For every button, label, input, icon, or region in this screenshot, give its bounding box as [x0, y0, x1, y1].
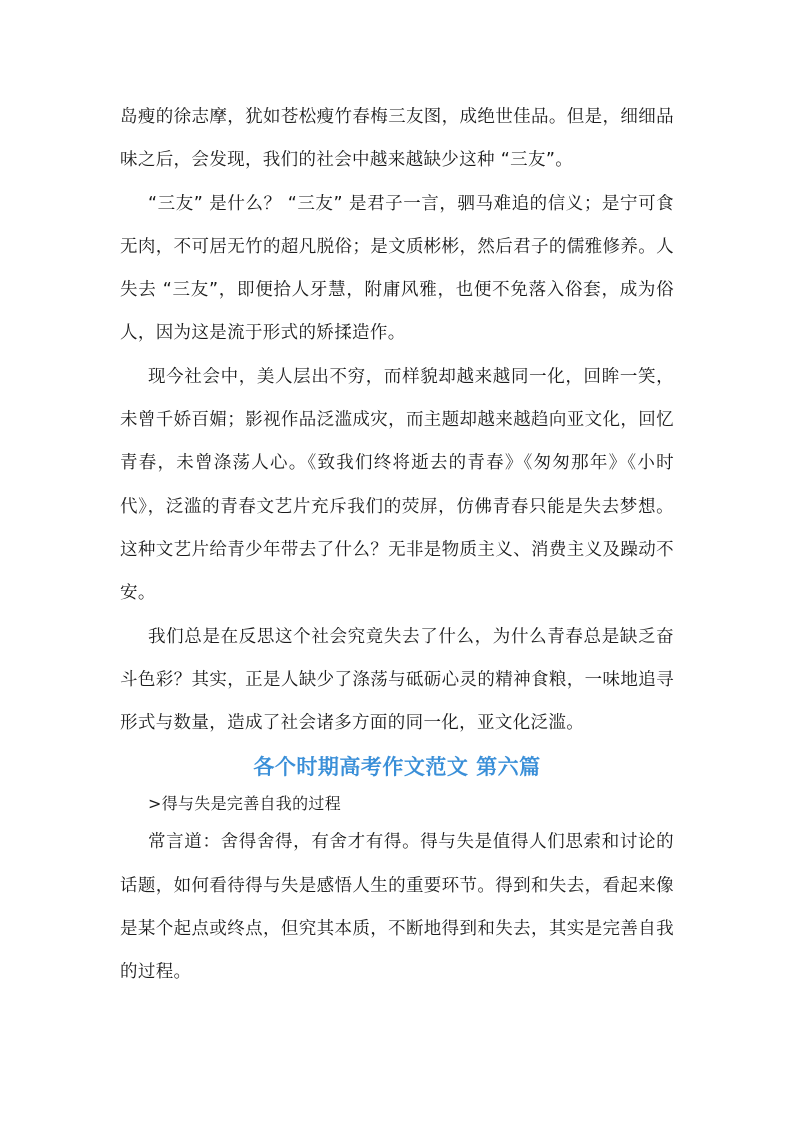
paragraph-gain-and-loss: 常言道：舍得舍得，有舍才有得。得与失是值得人们思索和讨论的话题，如何看待得与失是感悟人生的重要环节。得到和失去，看起来像是某个起点或终点，但究其本质，不断地得到和失去，其实是完善自我的过程。	[120, 832, 674, 983]
section-title: 各个时期高考作文范文 第六篇	[253, 755, 541, 780]
paragraph-reflection: 我们总是在反思这个社会究竟失去了什么，为什么青春总是缺乏奋斗色彩？其实，正是人缺少了涤荡与砥砺心灵的精神食粮，一味地追寻形式与数量，造成了社会诸多方面的同一化，亚文化泛滥。	[120, 626, 674, 734]
paragraph-three-friends: “三友” 是什么？ “三友” 是君子一言，驷马难追的信义；是宁可食无肉，不可居无竹的超凡脱俗；是文质彬彬，然后君子的儒雅修养。人失去 “三友”，即便拾人牙慧，附庸风雅，也便不免落入俗套，成为俗人，因为这是流于形式的矫揉造作。	[120, 193, 674, 344]
paragraph-continuation: 岛瘦的徐志摩，犹如苍松瘦竹春梅三友图，成绝世佳品。但是，细细品味之后，会发现，我们的社会中越来越缺少这种 “三友”。	[120, 107, 674, 171]
section-subtitle: >得与失是完善自我的过程	[148, 794, 342, 814]
document-page	[120, 96, 674, 995]
paragraph-modern-society: 现今社会中，美人层出不穷，而样貌却越来越同一化，回眸一笑，未曾千娇百媚；影视作品泛滥成灾，而主题却越来越趋向亚文化，回忆青春，未曾涤荡人心。《致我们终将逝去的青春》《匆匆那年》《小时代》，泛滥的青春文艺片充斥我们的荧屏，仿佛青春只能是失去梦想。这种文艺片给青少年带去了什么？无非是物质主义、消费主义及躁动不安。	[120, 366, 674, 604]
